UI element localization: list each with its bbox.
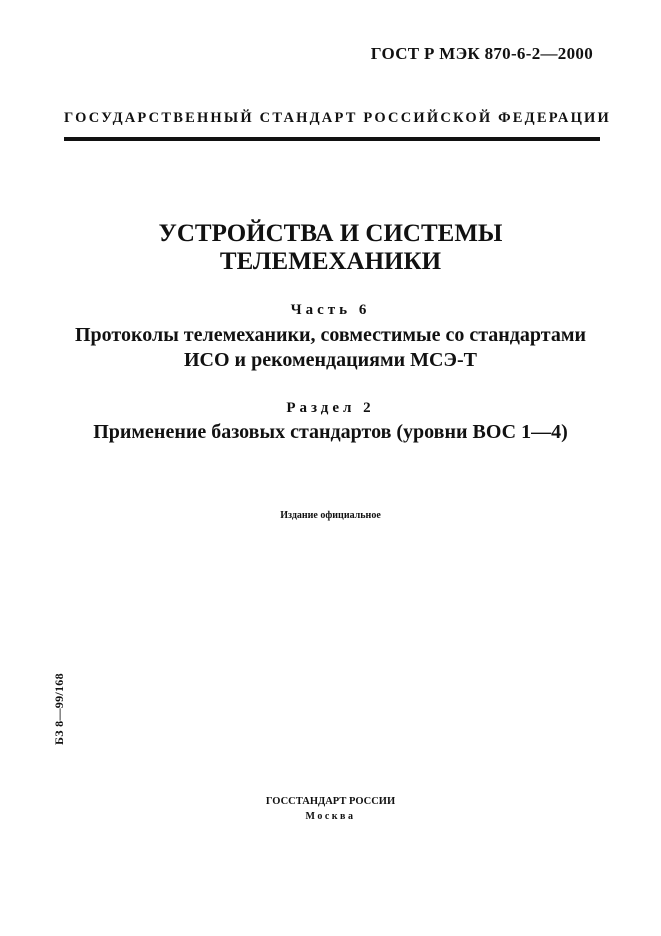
part-title-line-2: ИСО и рекомендациями МСЭ-Т: [184, 349, 477, 371]
main-title-line-1: УСТРОЙСТВА И СИСТЕМЫ: [158, 220, 503, 247]
side-registration-code: БЗ 8—99/168: [52, 673, 66, 745]
edition-note: Издание официальное: [280, 510, 381, 521]
part-title: [0, 323, 661, 373]
part-title-line-1: Протоколы телемеханики, совместимые со стандартами: [75, 324, 586, 346]
section-title: Применение базовых стандартов (уровни ВОС 1—4): [93, 421, 568, 443]
publication-city: Москва: [305, 811, 356, 822]
section-label: Раздел 2: [286, 400, 375, 416]
part-label: Часть 6: [290, 302, 371, 318]
main-title-line-2: ТЕЛЕМЕХАНИКИ: [219, 248, 442, 275]
publisher: ГОССТАНДАРТ РОССИИ: [265, 796, 396, 807]
main-title: [0, 220, 661, 276]
document-code: ГОСТ Р МЭК 870-6-2—2000: [370, 44, 593, 63]
standard-banner: ГОСУДАРСТВЕННЫЙ СТАНДАРТ РОССИЙСКОЙ ФЕДЕРАЦИИ: [64, 110, 612, 126]
header-divider: [64, 137, 600, 141]
